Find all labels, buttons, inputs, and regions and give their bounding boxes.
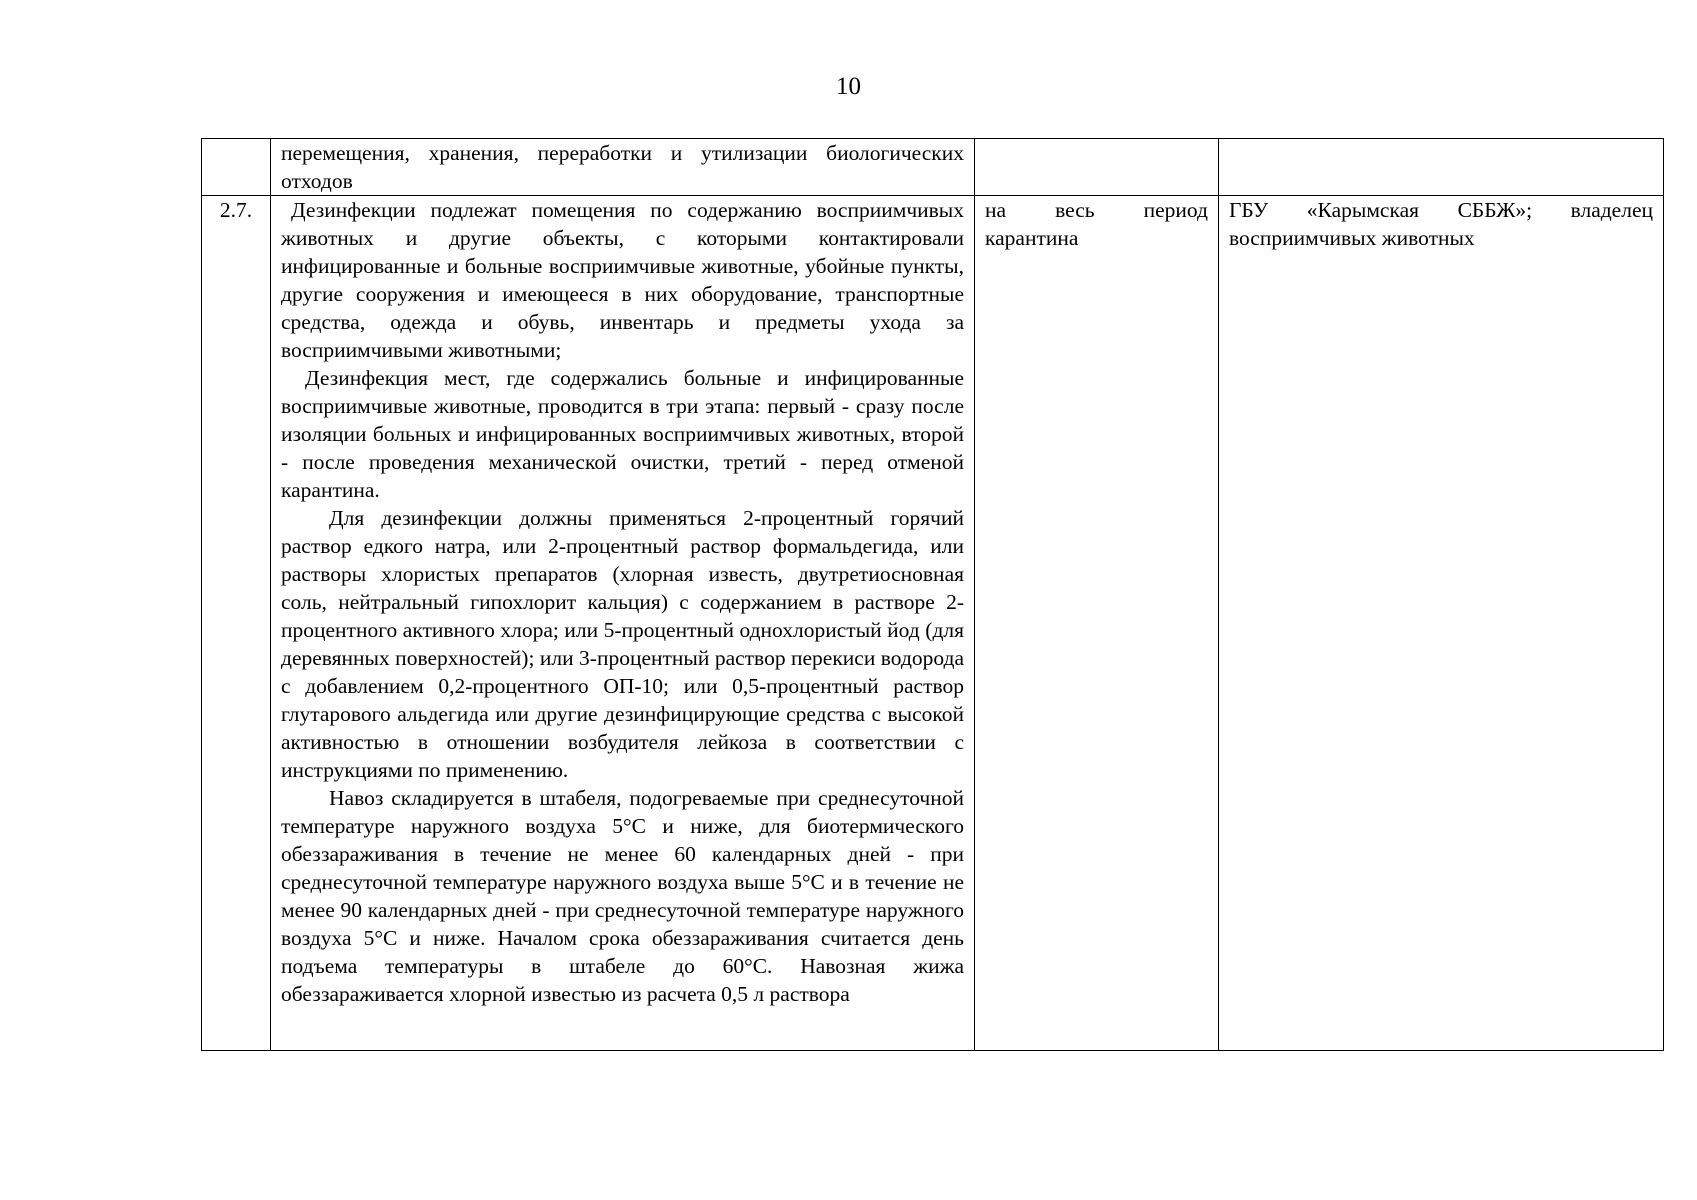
responsible-cell: [1219, 139, 1664, 196]
measures-table: [201, 138, 1664, 1051]
paragraph-disinfection-objects: Дезинфекции подлежат помещения по содержанию восприимчивых животных и другие объекты, с которыми контактировали инфицированные и больные восприимчивые животные, убойные пункты, другие сооружения и имеющееся в них оборудование, транспортные средства, одежда и обувь, инвентарь и предметы ухода за восприимчивыми животными;: [281, 198, 964, 362]
responsible-cell: ГБУ «Карымская СББЖ»; владелец восприимчивых животных: [1219, 196, 1664, 1051]
table-row-2-7: [202, 196, 1664, 1051]
page-number: 10: [836, 73, 861, 100]
measure-text-cell: [271, 196, 975, 1051]
row-number-cell: [202, 139, 271, 196]
paragraph-disinfectants: Для дезинфекции должны применяться 2-процентный горячий раствор едкого натра, или 2-процентный раствор формальдегида, или растворы хлористых препаратов (хлорная известь, двутретиосновная соль, нейтральный гипохлорит кальция) с содержанием в растворе 2-процентного активного хлора; или 5-процентный однохлористый йод (для деревянных поверхностей); или 3-процентный раствор перекиси водорода с добавлением 0,2-процентного ОП-10; или 0,5-процентный раствор глутарового альдегида или другие дезинфицирующие средства с высокой активностью в отношении возбудителя лейкоза в соответствии с инструкциями по применению.: [281, 506, 964, 782]
paragraph-manure: Навоз складируется в штабеля, подогреваемые при среднесуточной температуре наружного воздуха 5°С и ниже, для биотермического обеззараживания в течение не менее 60 календарных дней - при среднесуточной температуре наружного воздуха выше 5°С и в течение не менее 90 календарных дней - при среднесуточной температуре наружного воздуха 5°С и ниже. Началом срока обеззараживания считается день подъема температуры в штабеле до 60°С. Навозная жижа обеззараживается хлорной известью из расчета 0,5 л раствора: [281, 786, 964, 1006]
measure-text-content: [281, 196, 964, 1050]
row-number-cell: 2.7.: [202, 196, 271, 1051]
period-cell: на весь период карантина: [975, 196, 1219, 1051]
period-cell: [975, 139, 1219, 196]
paragraph-disinfection-stages: Дезинфекция мест, где содержались больные и инфицированные восприимчивые животные, проводится в три этапа: первый - сразу после изоляции больных и инфицированных восприимчивых животных, второй - после проведения механической очистки, третий - перед отменой карантина.: [281, 366, 964, 502]
table-row-continuation: [202, 139, 1664, 196]
measure-text-continuation: перемещения, хранения, переработки и утилизации биологических отходов: [281, 141, 964, 193]
measure-text-cell: [271, 139, 975, 196]
